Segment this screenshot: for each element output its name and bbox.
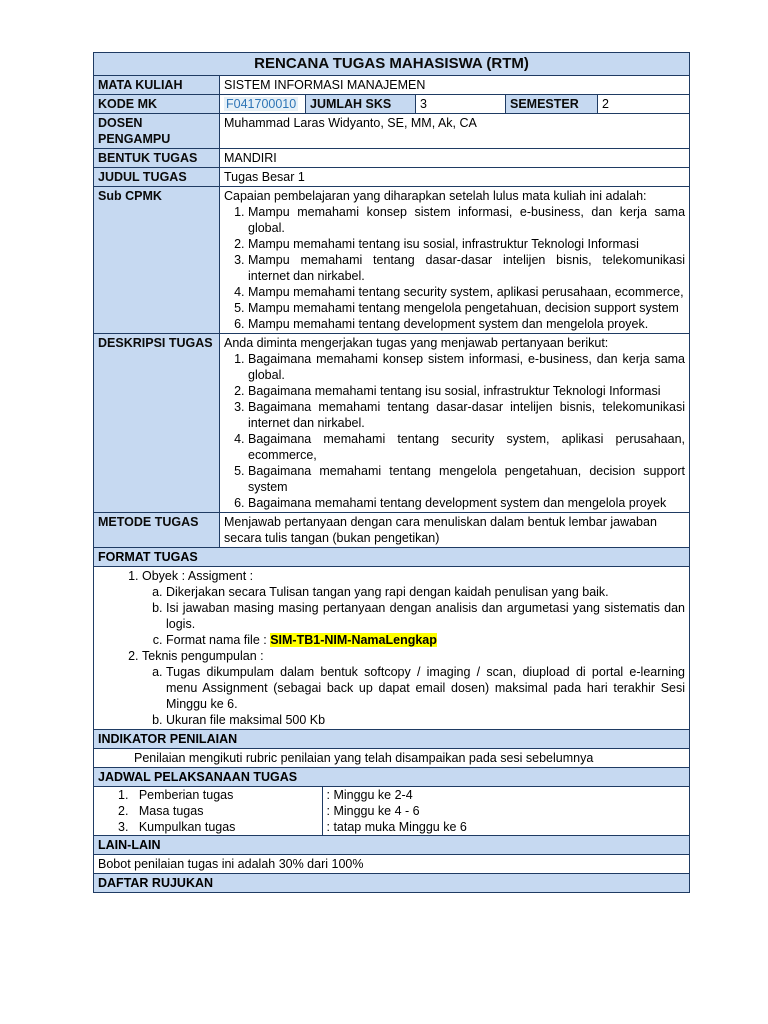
jumlah-sks-value: 3 (416, 95, 506, 114)
judul-tugas-label: JUDUL TUGAS (94, 168, 220, 187)
list-item: 3. Mampu memahami tentang dasar-dasar intelijen bisnis, telekomunikasi internet dan nirkabel. (248, 252, 685, 284)
list-item: a. Dikerjakan secara Tulisan tangan yang rapi dengan kaidah penulisan yang baik. (166, 584, 685, 600)
kode-mk-cell (220, 95, 306, 114)
jadwal-item-name: 2. Masa tugas (118, 804, 204, 818)
lain-lain-label: LAIN-LAIN (94, 836, 690, 855)
metode-value: Menjawab pertanyaan dengan cara menuliskan dalam bentuk lembar jawaban secara tulis tangan (bukan pengetikan) (220, 513, 690, 548)
list-item: 4. Bagaimana memahami tentang security system, aplikasi perusahaan, ecommerce, (248, 431, 685, 463)
table-row (94, 819, 689, 835)
obyek-heading: Obyek : Assigment : (142, 569, 254, 583)
judul-tugas-value: Tugas Besar 1 (220, 168, 690, 187)
jadwal-name-text: Kumpulkan tugas (138, 820, 236, 834)
list-item: 1. Mampu memahami konsep sistem informasi, e-business, dan kerja sama global. (248, 204, 685, 236)
sub-cpmk-label: Sub CPMK (94, 187, 220, 334)
list-item (142, 648, 685, 728)
semester-label: SEMESTER (506, 95, 598, 114)
format-tugas-label: FORMAT TUGAS (94, 548, 690, 567)
kode-mk-value: F041700010 (226, 97, 297, 111)
document-title: RENCANA TUGAS MAHASISWA (RTM) (94, 53, 690, 76)
teknis-sublist (142, 664, 685, 728)
deskripsi-label: DESKRIPSI TUGAS (94, 334, 220, 513)
indikator-label: INDIKATOR PENILAIAN (94, 730, 690, 749)
list-item: 2. Mampu memahami tentang isu sosial, infrastruktur Teknologi Informasi (248, 236, 685, 252)
list-item: 5. Mampu memahami tentang mengelola pengetahuan, decision support system (248, 300, 685, 316)
jadwal-item-name: 3. Kumpulkan tugas (118, 820, 236, 834)
table-row (94, 803, 689, 819)
format-list (98, 568, 685, 728)
obyek-sublist (142, 584, 685, 648)
jadwal-label: JADWAL PELAKSANAAN TUGAS (94, 768, 690, 787)
dosen-label-line2: PENGAMPU (98, 132, 171, 146)
list-item: 4. Mampu memahami tentang security system, aplikasi perusahaan, ecommerce, (248, 284, 685, 300)
daftar-rujukan-label: DAFTAR RUJUKAN (94, 874, 690, 893)
semester-value: 2 (598, 95, 690, 114)
rtm-document (93, 52, 689, 893)
dosen-label (94, 114, 220, 149)
jadwal-item-value: : Minggu ke 4 - 6 (322, 803, 689, 819)
list-item: a. Tugas dikumpulam dalam bentuk softcopy / imaging / scan, diupload di portal e-learning menu Assignment (sebagai back up dapat email dosen) maksimal pada hari terakhir Sesi Minggu ke 6. (166, 664, 685, 712)
jumlah-sks-label: JUMLAH SKS (306, 95, 416, 114)
jadwal-item-value: : Minggu ke 2-4 (322, 787, 689, 803)
jadwal-name-text: Masa tugas (138, 804, 204, 818)
bentuk-tugas-value: MANDIRI (220, 149, 690, 168)
jadwal-item-name: 1. Pemberian tugas (118, 788, 234, 802)
deskripsi-intro: Anda diminta mengerjakan tugas yang menjawab pertanyaan berikut: (224, 336, 609, 350)
deskripsi-list (224, 351, 685, 511)
kode-mk-label: KODE MK (94, 95, 220, 114)
list-item: 5. Bagaimana memahami tentang mengelola pengetahuan, decision support system (248, 463, 685, 495)
mata-kuliah-value: SISTEM INFORMASI MANAJEMEN (220, 76, 690, 95)
table-row (94, 787, 689, 803)
list-item: 2. Bagaimana memahami tentang isu sosial, infrastruktur Teknologi Informasi (248, 383, 685, 399)
rtm-table (93, 52, 690, 893)
list-item (142, 568, 685, 648)
indikator-value: Penilaian mengikuti rubric penilaian yang telah disampaikan pada sesi sebelumnya (94, 749, 690, 768)
sub-cpmk-intro: Capaian pembelajaran yang diharapkan setelah lulus mata kuliah ini adalah: (224, 189, 647, 203)
jadwal-name-text: Pemberian tugas (138, 788, 234, 802)
file-format-highlight: SIM-TB1-NIM-NamaLengkap (270, 633, 437, 647)
list-item: 1. Bagaimana memahami konsep sistem informasi, e-business, dan kerja sama global. (248, 351, 685, 383)
file-format-label: Format nama file : (166, 633, 271, 647)
dosen-label-line1: DOSEN (98, 116, 143, 130)
list-item: 6. Bagaimana memahami tentang development system dan mengelola proyek (248, 495, 685, 511)
list-item: 6. Mampu memahami tentang development system dan mengelola proyek. (248, 316, 685, 332)
jadwal-item-value: : tatap muka Minggu ke 6 (322, 819, 689, 835)
mata-kuliah-label: MATA KULIAH (94, 76, 220, 95)
lain-lain-value: Bobot penilaian tugas ini adalah 30% dari 100% (94, 855, 690, 874)
list-item: b. Isi jawaban masing masing pertanyaan dengan analisis dan argumetasi yang sistematis dan logis. (166, 600, 685, 632)
deskripsi-content (220, 334, 690, 513)
list-item: 3. Bagaimana memahami tentang dasar-dasar intelijen bisnis, telekomunikasi internet dan nirkabel. (248, 399, 685, 431)
bentuk-tugas-label: BENTUK TUGAS (94, 149, 220, 168)
format-tugas-content (94, 567, 690, 730)
sub-cpmk-list (224, 204, 685, 332)
jadwal-content (94, 787, 690, 836)
metode-label: METODE TUGAS (94, 513, 220, 548)
list-item: b. Ukuran file maksimal 500 Kb (166, 712, 685, 728)
teknis-heading: Teknis pengumpulan : (142, 649, 264, 663)
jadwal-table (94, 787, 689, 835)
dosen-value: Muhammad Laras Widyanto, SE, MM, Ak, CA (220, 114, 690, 149)
sub-cpmk-content (220, 187, 690, 334)
list-item (166, 632, 685, 648)
